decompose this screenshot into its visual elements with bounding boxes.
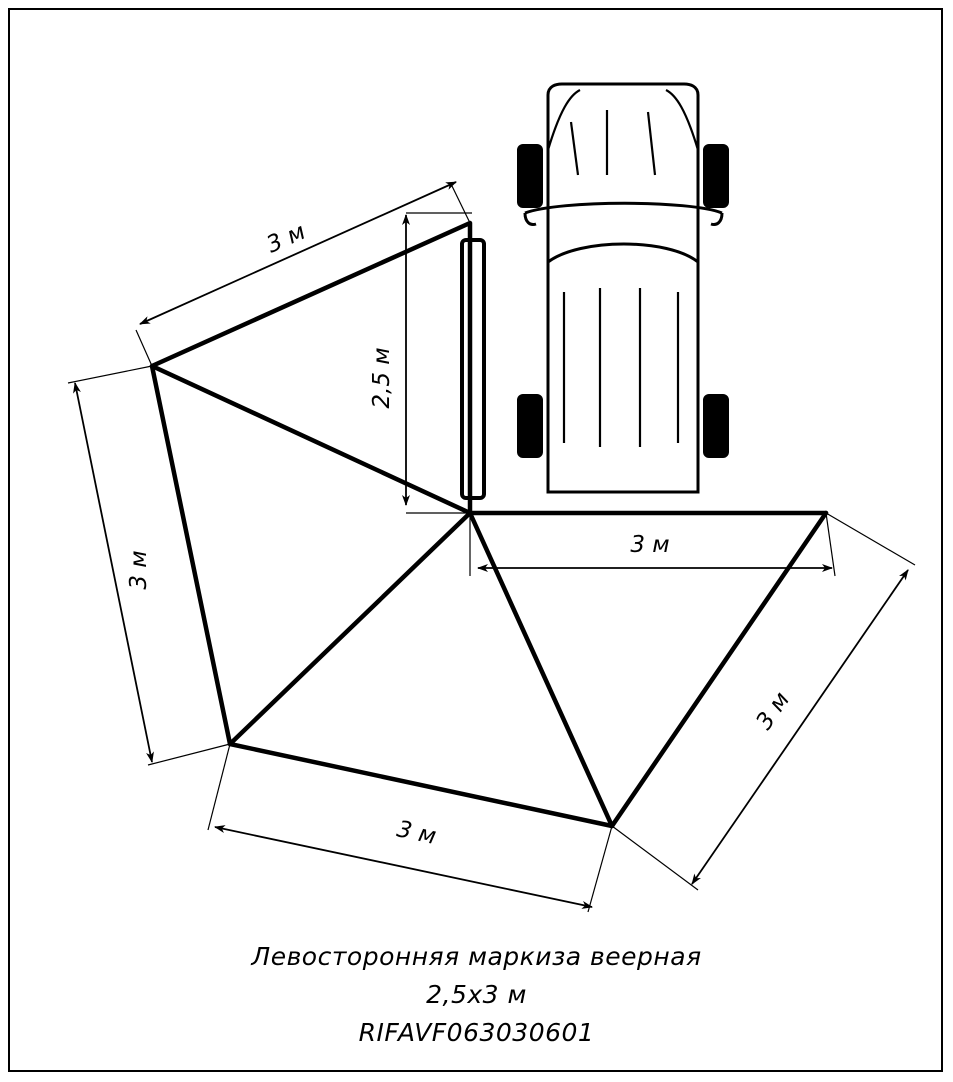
awning-fabric-panels	[152, 223, 826, 826]
dimension-lines	[68, 182, 915, 912]
dim-label-right: 3 м	[751, 687, 796, 735]
panel-lower-inner	[470, 513, 612, 826]
panel-upper-left	[152, 223, 470, 513]
dim-label-depth: 2,5 м	[369, 347, 395, 409]
caption-product-name: Левосторонняя маркиза веерная	[251, 942, 702, 971]
vehicle-top-view	[518, 84, 728, 492]
caption-size: 2,5х3 м	[426, 980, 527, 1009]
panel-edge-bottom	[230, 744, 612, 826]
panel-edge-left	[152, 366, 230, 744]
dim-label-upper-right: 3 м	[630, 532, 670, 558]
panel-left-inner	[230, 513, 470, 744]
caption-product-code: RIFAVF063030601	[358, 1018, 595, 1047]
dim-label-bottom: 3 м	[394, 816, 439, 850]
dim-label-left: 3 м	[126, 550, 152, 590]
awning-case	[462, 240, 484, 498]
panel-edge-right	[612, 513, 826, 826]
dim-line-right	[692, 570, 908, 884]
dim-label-upper-left: 3 м	[262, 218, 310, 259]
